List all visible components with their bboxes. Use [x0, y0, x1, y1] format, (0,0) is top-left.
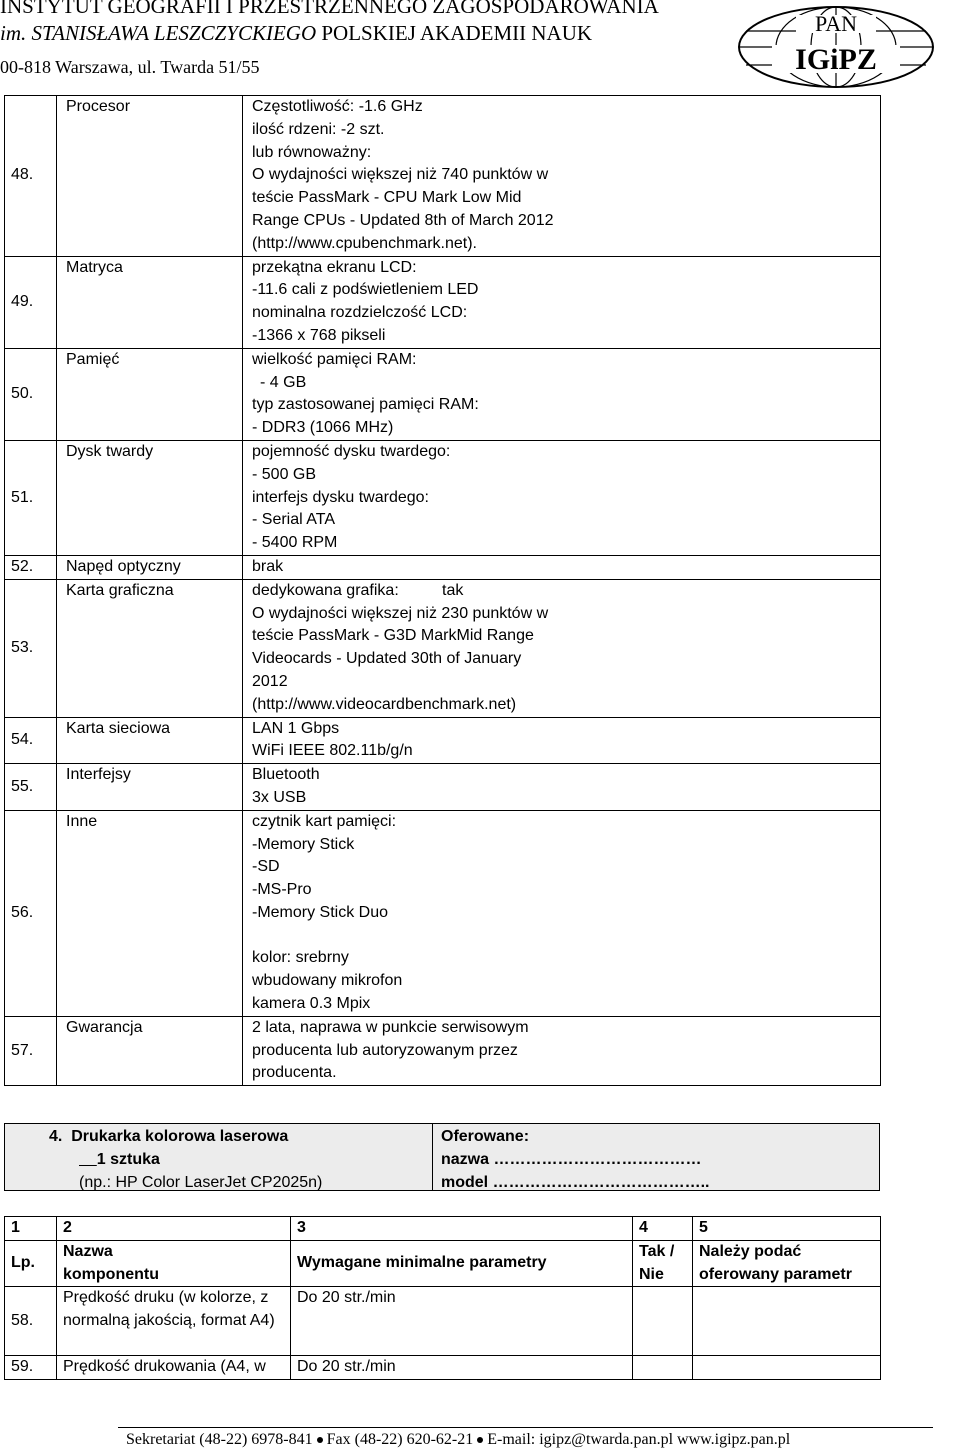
column-number-row [5, 1217, 881, 1241]
req-line: - 4 GB [260, 373, 307, 391]
col-number: 2 [57, 1217, 291, 1241]
req-line: -MS-Pro [252, 881, 312, 899]
printer-spec-table [4, 1216, 881, 1380]
requirements [243, 348, 881, 440]
component-name: Karta graficzna [57, 579, 243, 717]
row-number: 57. [5, 1016, 57, 1085]
component-name: Karta sieciowa [57, 717, 243, 764]
component-name: Procesor [57, 96, 243, 257]
institute-subtitle [0, 21, 592, 45]
component-name: Prędkość druku (w kolorze, z normalną jakością, format A4) [57, 1287, 291, 1356]
table-row [5, 1287, 881, 1356]
footer-fax: Fax (48-22) 620-62-21 [326, 1431, 474, 1448]
req-line: LAN 1 Gbps [252, 719, 340, 737]
req-line [252, 580, 875, 603]
req-line: - DDR3 (1066 MHz) [252, 419, 394, 437]
header-yes-no: Tak / Nie [633, 1240, 693, 1287]
requirements [243, 810, 881, 1016]
section-number: 4. [49, 1128, 63, 1145]
igipz-logo [736, 5, 936, 89]
bullet-icon [477, 1437, 483, 1443]
institute-academy: POLSKIEJ AKADEMII NAUK [316, 21, 593, 45]
req-line: kolor: srebrny [252, 949, 349, 967]
component-name: Inne [57, 810, 243, 1016]
requirements [243, 555, 881, 579]
req-line: Bluetooth [252, 766, 320, 784]
row-number: 50. [5, 348, 57, 440]
req-line: kamera 0.3 Mpix [252, 995, 371, 1013]
institute-name: INSTYTUT GEOGRAFII I PRZESTRZENNEGO ZAGOSPODAROWANIA [0, 0, 659, 18]
section-4-qty-line [49, 1149, 432, 1172]
req-line: Videocards - Updated 30th of January [252, 650, 522, 668]
printer-table-body [5, 1217, 881, 1380]
req-line: WiFi IEEE 802.11b/g/n [252, 742, 413, 760]
req-line: -1366 x 768 pikseli [252, 326, 386, 344]
header-name: Nazwa komponentu [57, 1240, 291, 1287]
header-row [5, 1240, 881, 1287]
req-line: teście PassMark - G3D MarkMid Range [252, 627, 534, 645]
footer-divider [118, 1427, 933, 1428]
row-number: 53. [5, 579, 57, 717]
table-row [5, 256, 881, 348]
req-line: - 5400 RPM [252, 534, 338, 552]
row-number: 55. [5, 764, 57, 811]
requirements [243, 579, 881, 717]
col-number: 4 [633, 1217, 693, 1241]
req-line: interfejs dysku twardego: [252, 488, 429, 506]
req-line: lub równoważny: [252, 143, 372, 161]
offered-block [433, 1124, 709, 1190]
req-line: Range CPUs - Updated 8th of March 2012 [252, 211, 554, 229]
requirements [243, 440, 881, 555]
table-row [5, 440, 881, 555]
footer-contact [126, 1430, 790, 1450]
row-number: 52. [5, 555, 57, 579]
col-number: 5 [693, 1217, 881, 1241]
component-name: Prędkość drukowania (A4, w [57, 1356, 291, 1380]
req-line: - Serial ATA [252, 511, 335, 529]
table-row [5, 717, 881, 764]
col-number: 3 [291, 1217, 633, 1241]
table-row [5, 764, 881, 811]
offered-label: Oferowane: [441, 1128, 530, 1145]
logo-igipz-text: IGiPZ [795, 43, 877, 76]
req-line: -Memory Stick Duo [252, 903, 389, 921]
section-quantity [79, 1151, 97, 1168]
section-4-title-line [49, 1126, 432, 1149]
req-line: -Memory Stick [252, 835, 355, 853]
req-line: wbudowany mikrofon [252, 972, 403, 990]
component-name: Matryca [57, 256, 243, 348]
req-spacer [252, 925, 875, 948]
header-offer: Należy podać oferowany parametr [693, 1240, 881, 1287]
req-line: - 500 GB [252, 465, 317, 483]
component-name: Pamięć [57, 348, 243, 440]
institute-patron: im. STANISŁAWA LESZCZYCKIEGO [0, 21, 317, 45]
component-name: Napęd optyczny [57, 555, 243, 579]
row-number: 59. [5, 1356, 57, 1380]
row-number: 48. [5, 96, 57, 257]
yes-no-cell[interactable] [633, 1287, 693, 1356]
req-line: ilość rdzeni: -2 szt. [252, 120, 385, 138]
header-lp: Lp. [5, 1240, 57, 1287]
req-line: pojemność dysku twardego: [252, 442, 451, 460]
requirements [243, 764, 881, 811]
req-line: nominalna rozdzielczość LCD: [252, 304, 468, 322]
table-row [5, 96, 881, 257]
section-quantity-text: 1 sztuka [96, 1150, 160, 1168]
req-line: 3x USB [252, 788, 307, 806]
section-title: Drukarka kolorowa laserowa [71, 1128, 289, 1145]
footer-phone: Sekretariat (48-22) 6978-841 [126, 1431, 313, 1448]
table-row [5, 555, 881, 579]
requirements [243, 1016, 881, 1085]
table-row [5, 348, 881, 440]
row-number: 54. [5, 717, 57, 764]
row-number: 58. [5, 1287, 57, 1356]
dedicated-graphics-value: tak [442, 581, 464, 599]
req-line: Częstotliwość: -1.6 GHz [252, 98, 423, 115]
table-row [5, 1356, 881, 1380]
offered-name-field[interactable]: nazwa ………………………………… [441, 1150, 702, 1168]
header-requirements: Wymagane minimalne parametry [291, 1240, 633, 1287]
req-line: producenta lub autoryzowanym przez [252, 1041, 518, 1059]
row-number: 49. [5, 256, 57, 348]
req-line: producenta. [252, 1064, 337, 1082]
dedicated-graphics-label: dedykowana grafika: [252, 581, 399, 599]
col-number: 1 [5, 1217, 57, 1241]
requirement: Do 20 str./min [291, 1287, 633, 1356]
req-line: typ zastosowanej pamięci RAM: [252, 396, 479, 414]
req-line: O wydajności większej niż 230 punktów w [252, 604, 549, 622]
yes-no-cell[interactable] [633, 1356, 693, 1380]
req-line: -11.6 cali z podświetleniem LED [252, 281, 479, 299]
req-line: przekątna ekranu LCD: [252, 258, 417, 276]
row-number: 51. [5, 440, 57, 555]
footer-email-web: E-mail: igipz@twarda.pan.pl www.igipz.pan.pl [487, 1431, 791, 1448]
table-row [5, 810, 881, 1016]
req-line: -SD [252, 858, 280, 876]
req-line: teście PassMark - CPU Mark Low Mid [252, 189, 522, 207]
req-line: O wydajności większej niż 740 punktów w [252, 166, 549, 184]
component-name: Interfejsy [57, 764, 243, 811]
section-4-header [4, 1123, 880, 1191]
req-line: wielkość pamięci RAM: [252, 350, 417, 368]
req-line: 2 lata, naprawa w punkcie serwisowym [252, 1018, 529, 1036]
institute-address: 00-818 Warszawa, ul. Twarda 51/55 [0, 57, 260, 77]
requirements [243, 256, 881, 348]
component-name: Dysk twardy [57, 440, 243, 555]
component-name: Gwarancja [57, 1016, 243, 1085]
req-line: (http://www.videocardbenchmark.net) [252, 695, 517, 713]
requirements [243, 96, 881, 257]
bullet-icon [317, 1437, 323, 1443]
req-line: czytnik kart pamięci: [252, 812, 397, 830]
table-row [5, 1016, 881, 1085]
offered-param-cell[interactable] [693, 1287, 881, 1356]
section-4-title-block [5, 1124, 433, 1190]
requirement: Do 20 str./min [291, 1356, 633, 1380]
spec-table-body [5, 96, 881, 1086]
req-line: 2012 [252, 672, 288, 690]
req-line: brak [252, 557, 284, 575]
notebook-spec-table [4, 95, 881, 1086]
table-row [5, 579, 881, 717]
row-number: 56. [5, 810, 57, 1016]
req-line: (http://www.cpubenchmark.net). [252, 234, 477, 252]
offered-param-cell[interactable] [693, 1356, 881, 1380]
section-example: (np.: HP Color LaserJet CP2025n) [79, 1173, 323, 1191]
requirements [243, 717, 881, 764]
offered-model-field[interactable]: model ………………………………….. [441, 1173, 710, 1191]
logo-pan-text: PAN [815, 11, 857, 36]
